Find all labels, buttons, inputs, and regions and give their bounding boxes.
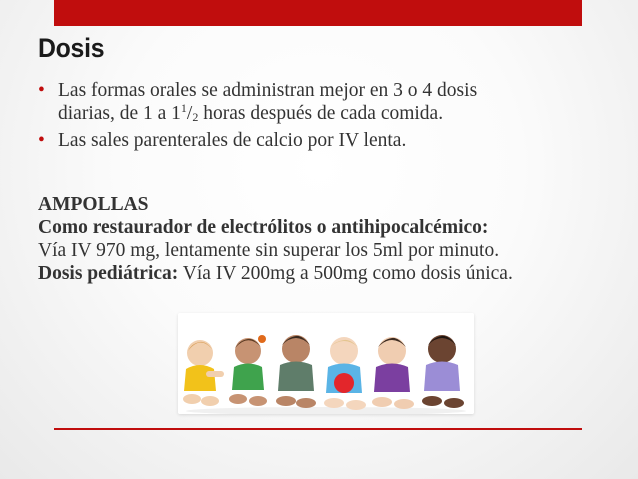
bullet-text-line1: Las formas orales se administran mejor en 3 o 4 dosis [58,80,478,101]
fraction-numerator: 1 [180,101,187,115]
bottom-accent-line [54,428,582,430]
bullet-list [38,79,613,154]
babies-photo [178,313,474,414]
bullet-item-parenteral [38,129,613,152]
indication-text: Vía IV 970 mg, lentamente sin superar los 5ml por minuto. [38,240,500,261]
slide-title: Dosis [38,33,105,63]
top-accent-bar [54,0,582,26]
bullet-text: Las sales parenterales de calcio por IV lenta. [58,130,407,151]
pediatric-text: Vía IV 200mg a 500mg como dosis única. [178,263,513,284]
fraction-denominator: 2 [192,110,199,124]
babies-illustration [178,313,474,414]
pediatric-dose [38,262,623,285]
bullet-text-line2-pre: diarias, de 1 a 1 [58,103,181,124]
fraction-slash: / [186,103,193,124]
indication-label: Como restaurador de electrólitos o antihipocalcémico: [38,217,489,238]
ampollas-section [38,193,623,285]
section-heading: AMPOLLAS [38,194,149,215]
bullet-item-oral [38,79,613,127]
bullet-dot-icon: • [38,130,45,151]
pediatric-label: Dosis pediátrica: [38,263,179,284]
bullet-text-line2-post: horas después de cada comida. [198,103,444,124]
bullet-dot-icon: • [38,80,45,101]
